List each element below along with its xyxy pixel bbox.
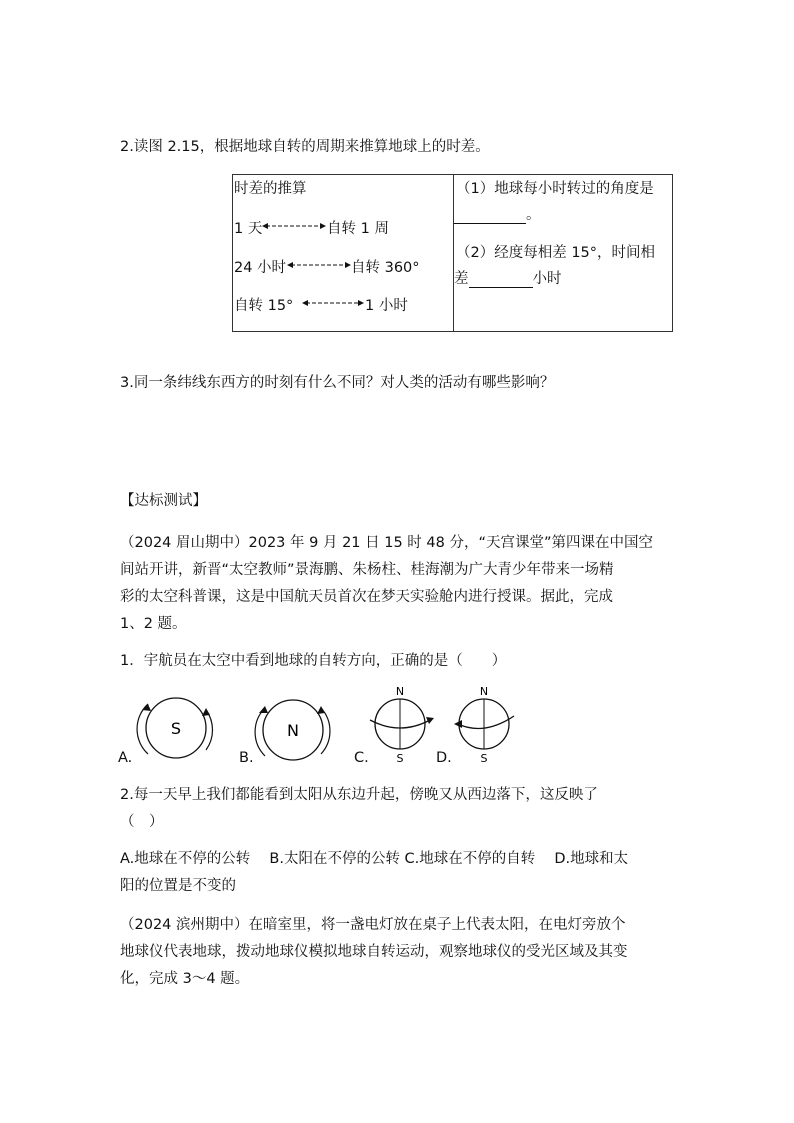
option-b-label[interactable]: B. <box>239 750 254 766</box>
option-b-letter: N <box>287 721 299 740</box>
time-difference-table <box>232 174 673 332</box>
right-item1-text: （1）地球每小时转过的角度是 <box>456 181 654 197</box>
intro2-line: 化，完成 3～4 题。 <box>120 971 250 987</box>
option-b-diagram <box>255 700 330 760</box>
table-right-cell <box>454 175 673 332</box>
option-a-label[interactable]: A. <box>118 750 133 766</box>
right-item2-prefix: 差 <box>454 271 469 287</box>
test-q2-options-line: A.地球在不停的公转 B.太阳在不停的公转 C.地球在不停的自转 D.地球和太 <box>120 851 629 867</box>
test-q2 <box>120 782 680 836</box>
test-q2-line: 2.每一天早上我们都能看到太阳从东边升起，傍晚又从西边落下，这反映了 <box>120 787 598 803</box>
row1-left: 1 天 <box>234 221 263 237</box>
option-d-south: S <box>480 752 488 765</box>
intro1-paragraph <box>120 530 680 638</box>
row1-right: 自转 1 周 <box>327 221 389 237</box>
option-c-diagram <box>370 685 434 765</box>
option-c-south: S <box>396 752 404 765</box>
intro2-line: （2024 滨州期中）在暗室里，将一盏电灯放在桌子上代表太阳，在电灯旁放个 <box>120 917 626 933</box>
right-item2-answer-line <box>454 267 562 288</box>
row2-left: 24 小时 <box>234 260 287 276</box>
right-item2-suffix: 小时 <box>532 271 562 287</box>
option-a-letter: S <box>170 719 182 738</box>
q2-title: 2.读图 2.15，根据地球自转的周期来推算地球上的时差。 <box>120 139 490 155</box>
double-arrow-icon <box>287 258 351 272</box>
q1-options-figure <box>118 684 538 768</box>
intro1-line: 彩的太空科普课，这是中国航天员首次在梦天实验舱内进行授课。据此，完成 <box>120 589 613 605</box>
answer-blank-2[interactable] <box>469 271 533 288</box>
option-d-diagram <box>454 685 514 765</box>
right-item1-answer-line <box>454 203 541 224</box>
test-heading: 【达标测试】 <box>120 493 207 509</box>
intro1-line: 1、2 题。 <box>120 616 187 632</box>
row3-left: 自转 15° <box>234 298 294 314</box>
table-left-cell <box>233 175 454 332</box>
option-d-north: N <box>479 685 489 698</box>
double-arrow-icon <box>262 219 326 233</box>
option-d-label[interactable]: D. <box>436 750 452 766</box>
row3-right: 1 小时 <box>365 298 408 314</box>
intro2-paragraph <box>120 912 690 993</box>
right-item1-period: 。 <box>526 207 541 223</box>
intro2-line: 地球仪代表地球，拨动地球仪模拟地球自转运动，观察地球仪的受光区域及其变 <box>120 944 628 960</box>
row2-right: 自转 360° <box>351 260 420 276</box>
intro1-line: 间站开讲，新晋“太空教师”景海鹏、朱杨柱、桂海潮为广大青少年带来一场精 <box>120 562 614 578</box>
answer-blank-1[interactable] <box>454 207 526 224</box>
option-c-label[interactable]: C. <box>354 750 369 766</box>
double-arrow-icon <box>302 296 364 310</box>
intro1-line: （2024 眉山期中）2023 年 9 月 21 日 15 时 48 分，“天宫课堂”第四课在中国空 <box>120 535 653 551</box>
option-c-north: N <box>395 685 405 698</box>
test-q1: 1．宇航员在太空中看到地球的自转方向，正确的是（ ） <box>120 653 507 669</box>
table-left-header: 时差的推算 <box>234 181 307 197</box>
test-q2-line: （ ） <box>120 814 164 830</box>
test-q2-options-line: 阳的位置是不变的 <box>120 878 236 894</box>
q3-title: 3.同一条纬线东西方的时刻有什么不同？对人类的活动有哪些影响？ <box>120 375 555 391</box>
option-a-diagram <box>137 698 212 758</box>
right-item2-text: （2）经度每相差 15°，时间相 <box>456 245 656 261</box>
test-q2-options <box>120 846 690 900</box>
